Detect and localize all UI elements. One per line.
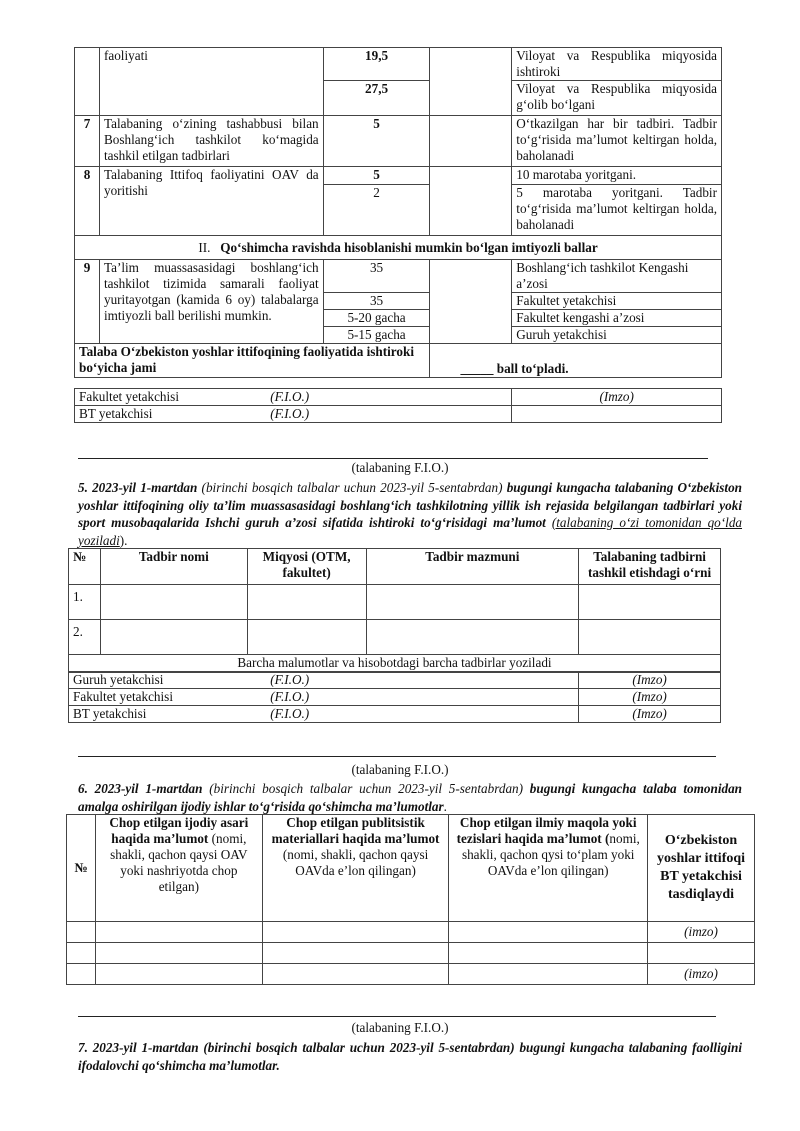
- table-row: [67, 964, 755, 985]
- row-num: 1.: [69, 585, 101, 620]
- table-row: [69, 620, 721, 655]
- student-name-caption: (talabaning F.I.O.): [351, 762, 449, 777]
- row-description: faoliyati: [99, 48, 323, 116]
- col-header: O‘zbekiston yoshlar ittifoqi BT yetakchisi tasdiqlaydi: [648, 815, 755, 922]
- row-num: 2.: [69, 620, 101, 655]
- events-table: [68, 548, 721, 673]
- note-cell: 10 marotaba yoritgani.: [512, 167, 722, 185]
- creative-works-table: [66, 814, 755, 985]
- blank-cell[interactable]: [247, 585, 366, 620]
- note-cell: Viloyat va Respublika miqyosida ishtiroki: [512, 48, 722, 81]
- row-description: Talabaning Ittifoq faoliyatini OAV da yoritishi: [99, 167, 323, 236]
- col-header: Chop etilgan publitsistik materiallari haqida ma’lumot (nomi, shakli, qachon qaysi OAVda e’lon qilingan): [262, 815, 449, 922]
- col-header: Chop etilgan ijodiy asari haqida ma’lumot (nomi, shakli, qachon qaysi OAV yoki nashriyotda chop etilgan): [95, 815, 262, 922]
- score-cell: 5-20 gacha: [323, 310, 430, 327]
- empty-cell: [430, 260, 512, 344]
- blank-cell[interactable]: [579, 585, 721, 620]
- signature-table: [74, 388, 722, 423]
- imzo-cell: (imzo): [648, 922, 755, 943]
- score-cell: 35: [323, 293, 430, 310]
- blank-cell[interactable]: [95, 922, 262, 943]
- student-name-caption: (talabaning F.I.O.): [351, 460, 449, 475]
- blank-cell[interactable]: [95, 943, 262, 964]
- note-cell: Guruh yetakchisi: [512, 327, 722, 344]
- blank-cell[interactable]: [67, 943, 96, 964]
- name-line: [78, 458, 708, 459]
- blank-cell[interactable]: [449, 922, 648, 943]
- row-num: 8: [75, 167, 100, 236]
- signature-role: BT yetakchisi: [69, 706, 267, 723]
- empty-cell: [430, 116, 512, 167]
- blank-cell[interactable]: [262, 943, 449, 964]
- note-cell: Fakultet yetakchisi: [512, 293, 722, 310]
- note-cell: Fakultet kengashi a’zosi: [512, 310, 722, 327]
- section-heading: II. Qo‘shimcha ravishda hisoblanishi mumkin bo‘lgan imtiyozli ballar: [75, 236, 722, 260]
- blank-cell[interactable]: [67, 964, 96, 985]
- note-cell: 5 marotaba yoritgani. Tadbir to‘g‘risida ma’lumot keltirgan holda, baholanadi: [512, 185, 722, 236]
- note-cell: Boshlang‘ich tashkilot Kengashi a’zosi: [512, 260, 722, 293]
- signature-role: Guruh yetakchisi: [69, 672, 267, 689]
- name-line: [78, 1016, 716, 1017]
- score-cell: 5: [323, 116, 430, 167]
- table-row: [69, 585, 721, 620]
- blank-cell[interactable]: [449, 964, 648, 985]
- signature-fio: (F.I.O.): [266, 672, 578, 689]
- name-line: [78, 756, 716, 757]
- score-cell: 5-15 gacha: [323, 327, 430, 344]
- signature-sign: (Imzo): [579, 706, 721, 723]
- blank-cell[interactable]: [579, 620, 721, 655]
- signature-fio: (F.I.O.): [266, 389, 512, 406]
- blank-cell[interactable]: [247, 620, 366, 655]
- row-num: 9: [75, 260, 100, 344]
- blank-cell[interactable]: [366, 585, 579, 620]
- signature-sign: [512, 406, 722, 423]
- scores-table: [74, 47, 722, 378]
- col-header: Tadbir mazmuni: [366, 549, 579, 585]
- row-description: Ta’lim muassasasidagi boshlang‘ich tashkilot tizimida samarali faoliyat yuritayotgan (kamida 6 oy) talabalarga imtiyozli ball berilishi mumkin.: [99, 260, 323, 344]
- section-6-text: 6. 2023-yil 1-martdan (birinchi bosqich talbalar uchun 2023-yil 5-sentabrdan) bugungi kungacha talaba tomonidan amalga oshirilgan ijodiy ishlar to‘g‘risida qo‘shimcha ma’lumotlar.: [78, 781, 743, 814]
- table-row: [67, 922, 755, 943]
- signature-fio: (F.I.O.): [266, 689, 578, 706]
- signature-table: [68, 671, 721, 723]
- blank-cell[interactable]: [366, 620, 579, 655]
- blank-cell[interactable]: [262, 964, 449, 985]
- score-cell: 35: [323, 260, 430, 293]
- signature-sign: (Imzo): [512, 389, 722, 406]
- note-cell: O‘tkazilgan har bir tadbiri. Tadbir to‘g‘risida ma’lumot keltirgan holda, baholanadi: [512, 116, 722, 167]
- signature-fio: (F.I.O.): [266, 406, 512, 423]
- imzo-cell: (imzo): [648, 964, 755, 985]
- row-num: 7: [75, 116, 100, 167]
- student-name-caption: (talabaning F.I.O.): [351, 1020, 449, 1035]
- signature-role: Fakultet yetakchisi: [75, 389, 267, 406]
- blank-cell[interactable]: [262, 922, 449, 943]
- score-cell: 2: [323, 185, 430, 236]
- events-note: Barcha malumotlar va hisobotdagi barcha tadbirlar yoziladi: [69, 655, 721, 673]
- signature-fio: (F.I.O.): [266, 706, 578, 723]
- section-5-text: 5. 2023-yil 1-martdan (birinchi bosqich talbalar uchun 2023-yil 5-sentabrdan) bugungi kungacha talabaning O‘zbekiston yoshlar ittifoqining oliy ta’lim muassasasidagi boshlang‘ich tashkilotning yillik ish rejasida belgilangan tadbirlari yoki sport musobaqalarida Ishchi guruh a’zosi sifatida ishtiroki to‘g‘risidagi ma’lumot (talabaning o‘zi tomonidan qo‘lda yoziladi).: [78, 480, 743, 548]
- empty-cell: [430, 167, 512, 236]
- col-header: Talabaning tadbirni tashkil etishdagi o‘rni: [579, 549, 721, 585]
- col-header: Chop etilgan ilmiy maqola yoki tezislari haqida ma’lumot (nomi, shakli, qachon qysi to‘plam yoki OAVda e’lon qilingan): [449, 815, 648, 922]
- blank-cell[interactable]: [100, 620, 247, 655]
- total-value: _____ ball to‘pladi.: [430, 344, 722, 378]
- total-label: Talaba O‘zbekiston yoshlar ittifoqining faoliyatida ishtiroki bo‘yicha jami: [75, 344, 430, 378]
- signature-sign: (Imzo): [579, 689, 721, 706]
- blank-cell[interactable]: [100, 585, 247, 620]
- col-header: №: [67, 815, 96, 922]
- blank-cell[interactable]: [648, 943, 755, 964]
- note-cell: Viloyat va Respublika miqyosida g‘olib bo‘lgani: [512, 81, 722, 116]
- row-description: Talabaning o‘zining tashabbusi bilan Boshlang‘ich tashkilot ko‘magida tashkil etilgan tadbirlari: [99, 116, 323, 167]
- col-header: №: [69, 549, 101, 585]
- table-row: [67, 943, 755, 964]
- col-header: Tadbir nomi: [100, 549, 247, 585]
- signature-sign: (Imzo): [579, 672, 721, 689]
- col-header: Miqyosi (OTM, fakultet): [247, 549, 366, 585]
- signature-role: Fakultet yetakchisi: [69, 689, 267, 706]
- blank-cell[interactable]: [67, 922, 96, 943]
- score-cell: 27,5: [323, 81, 430, 116]
- blank-cell[interactable]: [449, 943, 648, 964]
- signature-role: BT yetakchisi: [75, 406, 267, 423]
- empty-cell: [430, 48, 512, 116]
- blank-cell[interactable]: [95, 964, 262, 985]
- score-cell: 19,5: [323, 48, 430, 81]
- row-num: [75, 48, 100, 116]
- score-cell: 5: [323, 167, 430, 185]
- section-7-text: 7. 2023-yil 1-martdan (birinchi bosqich talbalar uchun 2023-yil 5-sentabrdan) bugungi kungacha talabaning faolligini ifodalovchi qo‘shimcha ma’lumotlar.: [78, 1040, 742, 1073]
